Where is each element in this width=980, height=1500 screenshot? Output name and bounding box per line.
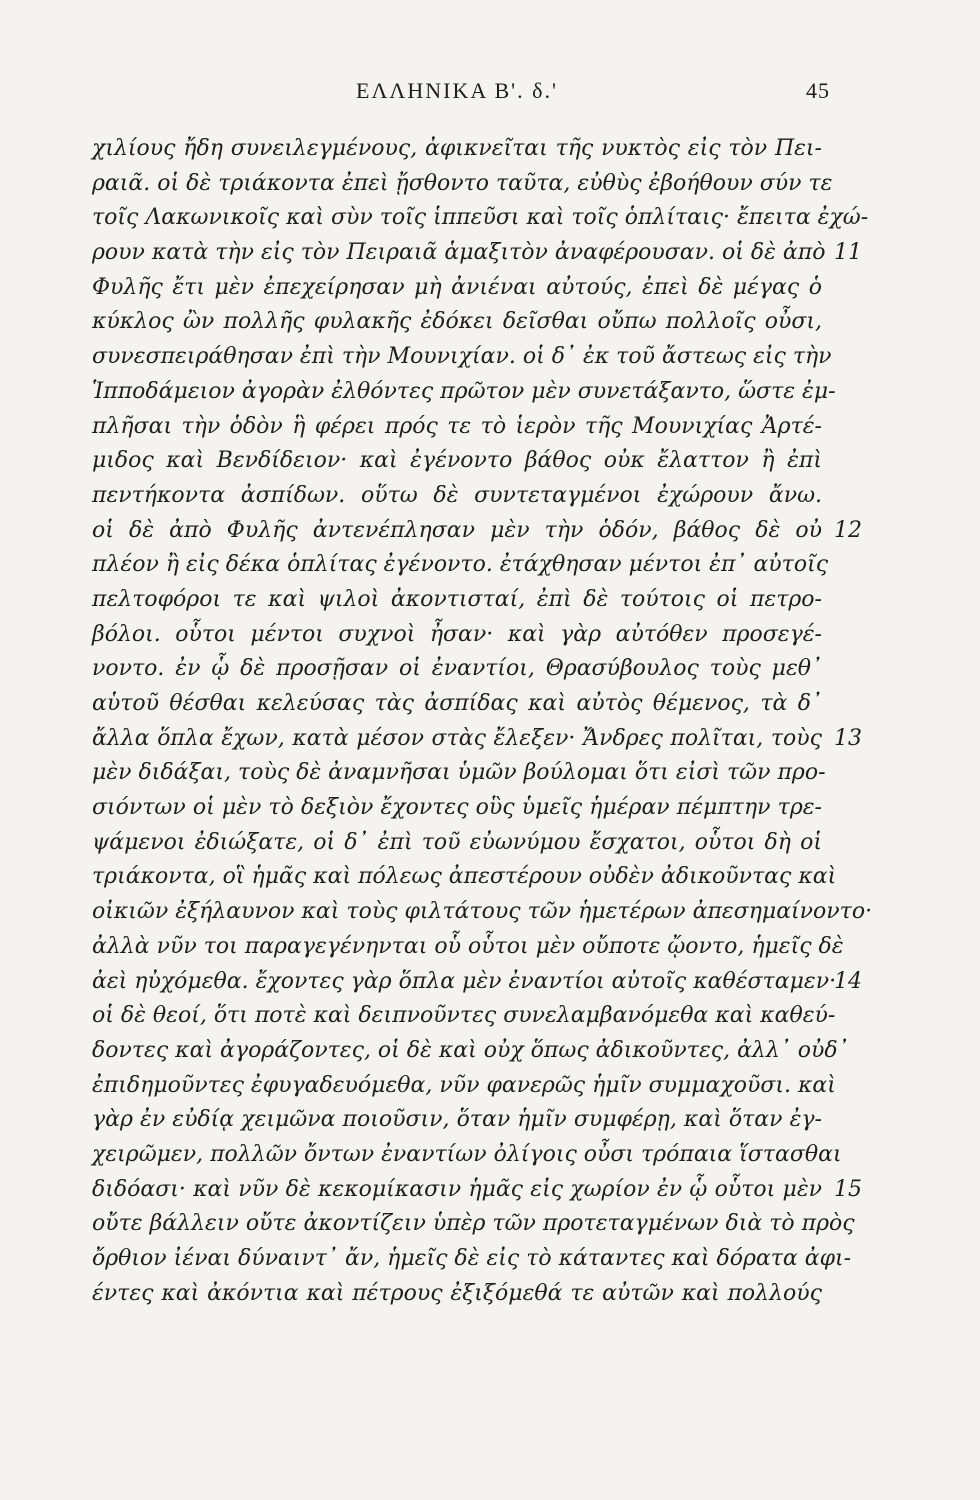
text-line bbox=[92, 652, 822, 687]
line-text: δοντες καὶ ἀγοράζοντες, οἱ δὲ καὶ οὐχ ὅπως ἀδικοῦντες, ἀλλ᾽ οὐδ᾽ bbox=[92, 1037, 849, 1063]
line-text: Φυλῆς ἔτι μὲν ἐπεχείρησαν μὴ ἀνιέναι αὐτούς, ἐπεὶ δὲ μέγας ὁ bbox=[92, 274, 822, 300]
page-number: 45 bbox=[806, 78, 830, 103]
line-text: διδόασι· καὶ νῦν δὲ κεκομίκασιν ἡμᾶς εἰς χωρίον ἐν ᾧ οὗτοι μὲν bbox=[92, 1176, 822, 1202]
text-line bbox=[92, 271, 822, 306]
text-line bbox=[92, 1138, 842, 1173]
line-text: συνεσπειράθησαν ἐπὶ τὴν Μουνιχίαν. οἱ δ᾽ ἐκ τοῦ ἄστεως εἰς τὴν bbox=[92, 344, 832, 370]
text-line bbox=[92, 132, 822, 167]
line-text: πεντήκοντα ἀσπίδων. οὕτω δὲ συντεταγμένοι ἐχώρουν ἄνω. bbox=[92, 482, 822, 508]
line-text: τοῖς Λακωνικοῖς καὶ σὺν τοῖς ἱππεῦσι καὶ τοῖς ὁπλίταις· ἔπειτα ἐχώ- bbox=[92, 205, 869, 231]
text-line bbox=[92, 860, 837, 895]
text-line bbox=[92, 895, 873, 930]
line-text: πλέον ἢ εἰς δέκα ὁπλίτας ἐγένοντο. ἐτάχθησαν μέντοι ἐπ᾽ αὐτοῖς bbox=[92, 552, 829, 578]
text-line bbox=[92, 826, 822, 861]
line-text: οἱ δὲ ἀπὸ Φυλῆς ἀντενέπλησαν μὲν τὴν ὁδόν, βάθος δὲ οὐ bbox=[92, 517, 822, 543]
line-text: ἀεὶ ηὐχόμεθα. ἔχοντες γὰρ ὅπλα μὲν ἐναντίοι αὐτοῖς καθέσταμεν· bbox=[92, 968, 837, 994]
text-line bbox=[92, 756, 826, 791]
text-line bbox=[92, 340, 832, 375]
text-line bbox=[92, 722, 862, 757]
text-line bbox=[92, 1242, 852, 1277]
section-number: 11 bbox=[834, 240, 862, 266]
text-line bbox=[92, 1103, 822, 1138]
section-number: 15 bbox=[834, 1176, 862, 1202]
line-text: πελτοφόροι τε καὶ ψιλοὶ ἀκοντισταί, ἐπὶ δὲ τούτοις οἱ πετρο- bbox=[92, 586, 822, 612]
page-header bbox=[92, 72, 830, 106]
line-text: κύκλος ὢν πολλῆς φυλακῆς ἐδόκει δεῖσθαι οὔπω πολλοῖς οὖσι, bbox=[92, 309, 822, 335]
text-line bbox=[92, 687, 822, 722]
text-line bbox=[92, 1173, 862, 1208]
text-line bbox=[92, 1277, 822, 1312]
line-text: τριάκοντα, οἳ ἡμᾶς καὶ πόλεως ἀπεστέρουν οὐδὲν ἀδικοῦντας καὶ bbox=[92, 864, 837, 890]
line-text: ραιᾶ. οἱ δὲ τριάκοντα ἐπεὶ ᾔσθοντο ταῦτα, εὐθὺς ἐβοήθουν σύν τε bbox=[92, 170, 833, 196]
text-line bbox=[92, 375, 836, 410]
text-line bbox=[92, 548, 829, 583]
text-line bbox=[92, 514, 862, 549]
text-line bbox=[92, 444, 822, 479]
text-line bbox=[92, 1207, 855, 1242]
line-text: ὄρθιον ἰέναι δύναιντ᾽ ἄν, ἡμεῖς δὲ εἰς τὸ κάταντες καὶ δόρατα ἀφι- bbox=[92, 1246, 852, 1271]
text-line bbox=[92, 201, 869, 236]
line-text: έντες καὶ ἀκόντια καὶ πέτρους ἐξιξόμεθά τε αὐτῶν καὶ πολλούς bbox=[92, 1280, 822, 1306]
text-line bbox=[92, 167, 833, 202]
line-text: γὰρ ἐν εὐδίᾳ χειμῶνα ποιοῦσιν, ὅταν ἡμῖν συμφέρῃ, καὶ ὅταν ἐγ- bbox=[92, 1107, 822, 1133]
line-text: χειρῶμεν, πολλῶν ὄντων ἐναντίων ὀλίγοις οὖσι τρόπαια ἵστασθαι bbox=[92, 1141, 842, 1167]
section-number: 13 bbox=[834, 725, 862, 751]
text-line bbox=[92, 930, 844, 965]
line-text: ψάμενοι ἐδιώξατε, οἱ δ᾽ ἐπὶ τοῦ εὐωνύμου ἔσχατοι, οὗτοι δὴ οἱ bbox=[92, 829, 822, 855]
running-title: ΕΛΛΗΝΙΚΑ Β'. δ.' bbox=[356, 78, 558, 103]
text-line bbox=[92, 1069, 836, 1104]
line-text: σιόντων οἱ μὲν τὸ δεξιὸν ἔχοντες οὓς ὑμεῖς ἡμέραν πέμπτην τρε- bbox=[92, 795, 822, 821]
line-text: οἰκιῶν ἐξήλαυνον καὶ τοὺς φιλτάτους τῶν ἡμετέρων ἀπεσημαίνοντο· bbox=[92, 899, 873, 925]
text-line bbox=[92, 965, 862, 1000]
line-text: νοντο. ἐν ᾧ δὲ προσῇσαν οἱ ἐναντίοι, Θρασύβουλος τοὺς μεθ᾽ bbox=[92, 656, 822, 682]
text-line bbox=[92, 999, 836, 1034]
line-text: Ἱπποδάμειον ἀγορὰν ἐλθόντες πρῶτον μὲν συνετάξαντο, ὥστε ἐμ- bbox=[92, 378, 836, 404]
text-line bbox=[92, 618, 822, 653]
line-text: ἄλλα ὅπλα ἔχων, κατὰ μέσον στὰς ἔλεξεν· Ἄνδρες πολῖται, τοὺς bbox=[92, 725, 822, 751]
line-text: πλῆσαι τὴν ὁδὸν ἣ φέρει πρός τε τὸ ἱερὸν τῆς Μουνιχίας Ἀρτέ- bbox=[92, 413, 822, 439]
section-number: 12 bbox=[834, 517, 862, 543]
line-text: μιδος καὶ Βενδίδειον· καὶ ἐγένοντο βάθος οὐκ ἔλαττον ἢ ἐπὶ bbox=[92, 448, 822, 474]
text-line bbox=[92, 1034, 849, 1069]
line-text: βόλοι. οὗτοι μέντοι συχνοὶ ἦσαν· καὶ γὰρ αὐτόθεν προσεγέ- bbox=[92, 621, 822, 647]
text-line bbox=[92, 479, 822, 514]
text-line bbox=[92, 791, 822, 826]
line-text: ἐπιδημοῦντες ἐφυγαδευόμεθα, νῦν φανερῶς ἡμῖν συμμαχοῦσι. καὶ bbox=[92, 1072, 836, 1098]
line-text: ρουν κατὰ τὴν εἰς τὸν Πειραιᾶ ἁμαξιτὸν ἀναφέρουσαν. οἱ δὲ ἀπὸ bbox=[92, 240, 826, 266]
line-text: ἀλλὰ νῦν τοι παραγεγένηνται οὗ οὗτοι μὲν οὔποτε ᾤοντο, ἡμεῖς δὲ bbox=[92, 933, 844, 959]
text-line bbox=[92, 583, 822, 618]
section-number: 14 bbox=[834, 968, 862, 994]
text-line bbox=[92, 236, 862, 271]
line-text: μὲν διδάξαι, τοὺς δὲ ἀναμνῆσαι ὑμῶν βούλομαι ὅτι εἰσὶ τῶν προ- bbox=[92, 760, 826, 786]
text-line bbox=[92, 410, 822, 445]
line-text: χιλίους ἤδη συνειλεγμένους, ἀφικνεῖται τῆς νυκτὸς εἰς τὸν Πει- bbox=[92, 136, 822, 161]
text-body bbox=[92, 132, 873, 1311]
text-line bbox=[92, 305, 822, 340]
line-text: οἱ δὲ θεοί, ὅτι ποτὲ καὶ δειπνοῦντες συνελαμβανόμεθα καὶ καθεύ- bbox=[92, 1003, 836, 1029]
line-text: αὑτοῦ θέσθαι κελεύσας τὰς ἀσπίδας καὶ αὐτὸς θέμενος, τὰ δ᾽ bbox=[92, 691, 822, 716]
line-text: οὔτε βάλλειν οὔτε ἀκοντίζειν ὑπὲρ τῶν προτεταγμένων διὰ τὸ πρὸς bbox=[92, 1211, 855, 1237]
